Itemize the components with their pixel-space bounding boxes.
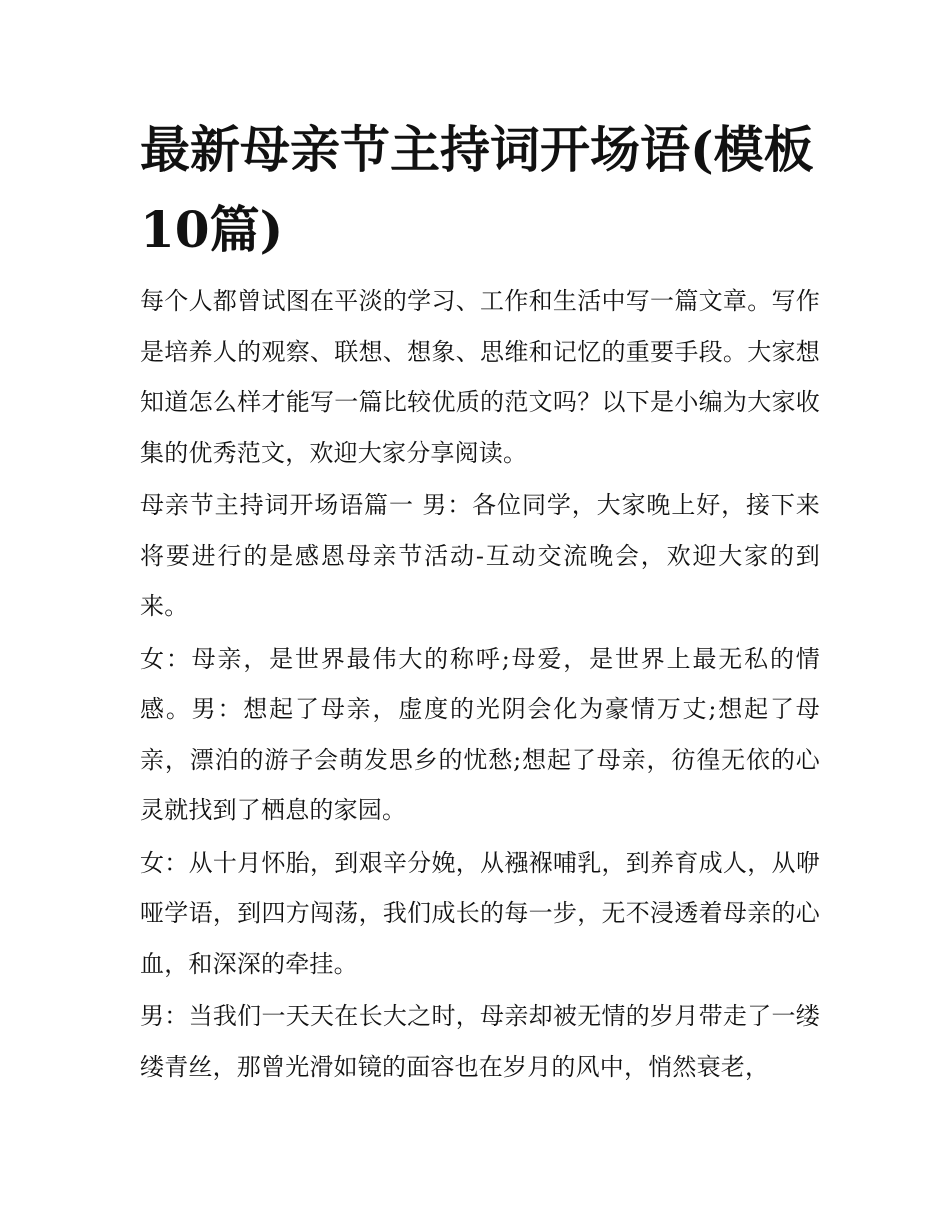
paragraph: 女：母亲，是世界最伟大的称呼;母爱，是世界上最无私的情感。男：想起了母亲，虚度的光阴会化为豪情万丈;想起了母亲，漂泊的游子会萌发思乡的忧愁;想起了母亲，彷徨无依的心灵就找到了栖息的家园。: [140, 644, 820, 824]
paragraph: 母亲节主持词开场语篇一 男：各位同学，大家晚上好，接下来将要进行的是感恩母亲节活动-互动交流晚会，欢迎大家的到来。: [140, 491, 820, 620]
paragraph: 每个人都曾试图在平淡的学习、工作和生活中写一篇文章。写作是培养人的观察、联想、想象、思维和记忆的重要手段。大家想知道怎么样才能写一篇比较优质的范文吗？以下是小编为大家收集的优秀范文，欢迎大家分享阅读。: [140, 287, 820, 467]
document-body: [140, 276, 820, 1094]
paragraph: 男：当我们一天天在长大之时，母亲却被无情的岁月带走了一缕缕青丝，那曾光滑如镜的面容也在岁月的风中，悄然衰老，: [140, 1002, 820, 1081]
paragraph: 女：从十月怀胎，到艰辛分娩，从襁褓哺乳，到养育成人，从咿哑学语，到四方闯荡，我们成长的每一步，无不浸透着母亲的心血，和深深的牵挂。: [140, 848, 820, 978]
document-title: 最新母亲节主持词开场语(模板10篇): [140, 120, 814, 259]
